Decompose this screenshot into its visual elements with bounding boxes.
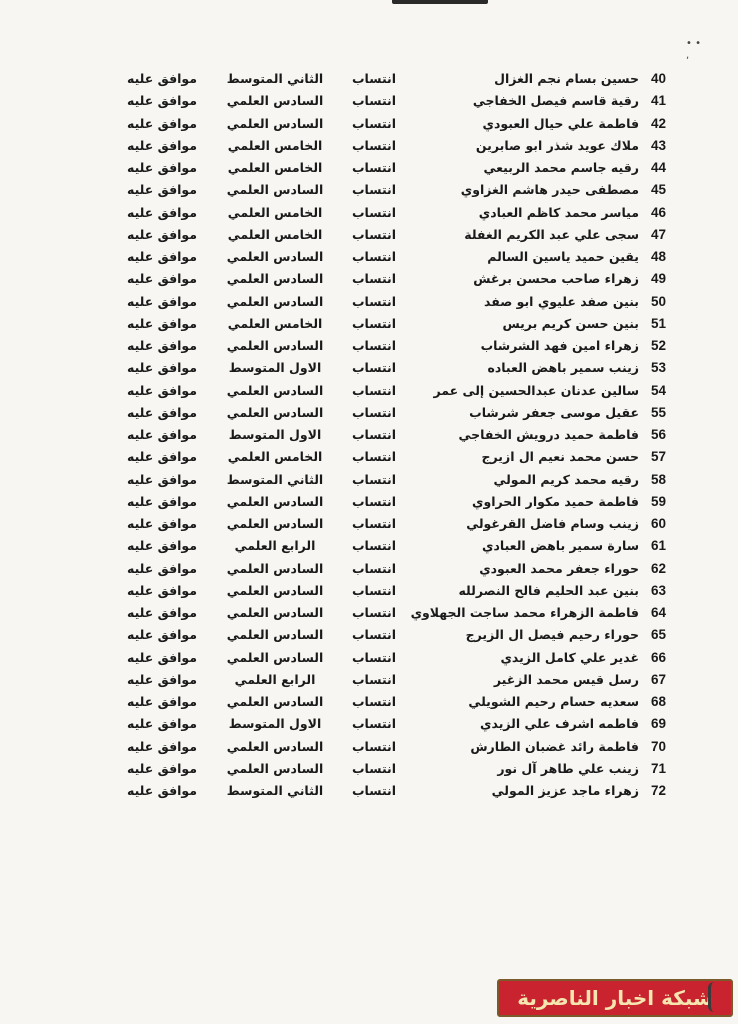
- enrollment-type: انتساب: [351, 760, 397, 776]
- approval-status: موافق عليه: [127, 93, 197, 109]
- grade-level: السادس العلمي: [226, 271, 324, 287]
- row-number: 55: [651, 404, 667, 420]
- table-row: [110, 470, 680, 492]
- enrollment-type: انتساب: [351, 93, 397, 109]
- grade-level: السادس العلمي: [226, 404, 324, 420]
- student-name: سعديه حسام رحيم الشويلي: [468, 694, 639, 709]
- table-row: [110, 737, 680, 759]
- student-name: رقيه جاسم محمد الربيعي: [483, 160, 639, 175]
- approval-status: موافق عليه: [127, 560, 197, 576]
- grade-level: الرابع العلمي: [234, 538, 316, 554]
- enrollment-type: انتساب: [351, 271, 397, 287]
- approval-status: موافق عليه: [127, 293, 197, 309]
- grade-level: الثاني المتوسط: [226, 783, 324, 798]
- enrollment-type: انتساب: [351, 649, 397, 665]
- enrollment-type: انتساب: [351, 71, 397, 86]
- grade-level: السادس العلمي: [226, 649, 324, 665]
- approval-status: موافق عليه: [127, 694, 197, 709]
- enrollment-type: انتساب: [351, 315, 397, 331]
- row-number: 47: [651, 226, 667, 242]
- row-number: 43: [651, 137, 667, 153]
- enrollment-type: انتساب: [351, 226, 397, 242]
- row-number: 71: [651, 760, 667, 776]
- approval-status: موافق عليه: [127, 160, 197, 175]
- table-row: [110, 136, 680, 158]
- student-name: بنين صفد عليوي ابو صفد: [484, 293, 639, 309]
- grade-level: السادس العلمي: [226, 694, 324, 709]
- enrollment-type: انتساب: [351, 427, 397, 442]
- approval-status: موافق عليه: [127, 137, 197, 153]
- grade-level: السادس العلمي: [226, 182, 324, 198]
- grade-level: الخامس العلمي: [227, 160, 323, 175]
- grade-level: السادس العلمي: [226, 249, 324, 264]
- student-name: فاطمة حميد مكوار الحراوي: [472, 493, 639, 509]
- approved-students-table: [110, 69, 680, 803]
- student-name: بنين عبد الحليم فالح النصرلله: [458, 582, 639, 598]
- enrollment-type: انتساب: [351, 360, 397, 376]
- grade-level: الاول المتوسط: [228, 360, 322, 376]
- table-row: [110, 781, 680, 803]
- enrollment-type: انتساب: [351, 382, 397, 398]
- approval-status: موافق عليه: [127, 760, 197, 776]
- student-name: سالين عدنان عبدالحسين إلى عمر: [433, 382, 639, 398]
- row-number: 57: [651, 449, 667, 465]
- row-number: 53: [651, 360, 667, 376]
- row-number: 61: [651, 538, 667, 554]
- table-row: [110, 358, 680, 380]
- row-number: 72: [651, 783, 667, 798]
- approval-status: موافق عليه: [127, 783, 197, 798]
- student-name: حسن محمد نعيم ال ازيرج: [481, 449, 639, 465]
- row-number: 67: [651, 671, 667, 687]
- row-number: 65: [651, 627, 667, 643]
- approval-status: موافق عليه: [127, 182, 197, 198]
- student-name: زهراء امين فهد الشرشاب: [480, 338, 639, 353]
- table-row: [110, 336, 680, 358]
- approval-status: موافق عليه: [127, 360, 197, 376]
- table-row: [110, 225, 680, 247]
- grade-level: الثاني المتوسط: [226, 71, 324, 86]
- table-row: [110, 536, 680, 558]
- table-row: [110, 69, 680, 91]
- table-row: [110, 625, 680, 647]
- student-name: سارة سمير باهض العبادي: [482, 538, 639, 554]
- approval-status: موافق عليه: [127, 315, 197, 331]
- row-number: 50: [651, 293, 667, 309]
- grade-level: الخامس العلمي: [227, 315, 323, 331]
- row-number: 46: [651, 204, 667, 220]
- grade-level: السادس العلمي: [226, 605, 324, 620]
- table-row: [110, 447, 680, 469]
- table-row: [110, 292, 680, 314]
- row-number: 51: [651, 315, 667, 331]
- enrollment-type: انتساب: [351, 627, 397, 643]
- approval-status: موافق عليه: [127, 115, 197, 131]
- row-number: 54: [651, 382, 667, 398]
- enrollment-type: انتساب: [351, 449, 397, 465]
- approval-status: موافق عليه: [127, 404, 197, 420]
- approval-status: موافق عليه: [127, 471, 197, 487]
- row-number: 63: [651, 582, 667, 598]
- approval-status: موافق عليه: [127, 582, 197, 598]
- student-name: سجى علي عبد الكريم الغفلة: [464, 226, 639, 242]
- table-row: [110, 581, 680, 603]
- student-name: حوراء رحيم فيصل ال الزيرج: [465, 627, 639, 643]
- student-name: فاطمة رائد غضبان الطارش: [470, 738, 639, 754]
- grade-level: الخامس العلمي: [227, 204, 323, 220]
- watermark-emblem-icon: [708, 982, 723, 1012]
- student-name: رسل قيس محمد الزغير: [493, 671, 639, 687]
- approval-status: موافق عليه: [127, 382, 197, 398]
- enrollment-type: انتساب: [351, 694, 397, 709]
- table-row: [110, 514, 680, 536]
- grade-level: الخامس العلمي: [227, 449, 323, 465]
- row-number: 49: [651, 271, 667, 287]
- row-number: 64: [651, 605, 667, 620]
- approval-status: موافق عليه: [127, 271, 197, 287]
- grade-level: السادس العلمي: [226, 338, 324, 353]
- approval-status: موافق عليه: [127, 649, 197, 665]
- grade-level: السادس العلمي: [226, 293, 324, 309]
- row-number: 62: [651, 560, 667, 576]
- row-number: 69: [651, 716, 667, 732]
- enrollment-type: انتساب: [351, 605, 397, 620]
- corner-marks: • • ,: [686, 38, 701, 61]
- enrollment-type: انتساب: [351, 115, 397, 131]
- student-name: عقيل موسى جعفر شرشاب: [469, 404, 639, 420]
- approval-status: موافق عليه: [127, 605, 197, 620]
- approval-status: موافق عليه: [127, 493, 197, 509]
- student-name: زهراء صاحب محسن برغش: [473, 271, 639, 287]
- approval-status: موافق عليه: [127, 449, 197, 465]
- table-row: [110, 314, 680, 336]
- row-number: 45: [651, 182, 667, 198]
- row-number: 60: [651, 516, 667, 531]
- page-top-mark: [392, 0, 488, 4]
- grade-level: السادس العلمي: [226, 760, 324, 776]
- grade-level: السادس العلمي: [226, 115, 324, 131]
- student-name: زينب سمير باهض العباده: [487, 360, 639, 376]
- student-name: فاطمه اشرف علي الزيدي: [480, 716, 639, 732]
- table-row: [110, 670, 680, 692]
- enrollment-type: انتساب: [351, 783, 397, 798]
- student-name: زينب علي طاهر آل نور: [497, 760, 639, 776]
- approval-status: موافق عليه: [127, 738, 197, 754]
- student-name: رقيه محمد كريم المولي: [493, 471, 639, 487]
- table-row: [110, 269, 680, 291]
- enrollment-type: انتساب: [351, 516, 397, 531]
- approval-status: موافق عليه: [127, 627, 197, 643]
- row-number: 59: [651, 493, 667, 509]
- student-name: رقية قاسم فيصل الخفاجي: [472, 93, 639, 109]
- student-name: ملاك عويد شذر ابو صابرين: [475, 137, 639, 153]
- watermark-text: شبكة اخبار الناصرية: [517, 986, 713, 1010]
- grade-level: الخامس العلمي: [227, 137, 323, 153]
- grade-level: السادس العلمي: [226, 93, 324, 109]
- row-number: 41: [651, 93, 667, 109]
- approval-status: موافق عليه: [127, 338, 197, 353]
- grade-level: السادس العلمي: [226, 627, 324, 643]
- table-row: [110, 759, 680, 781]
- student-name: بنين حسن كريم بريس: [502, 315, 639, 331]
- enrollment-type: انتساب: [351, 738, 397, 754]
- enrollment-type: انتساب: [351, 560, 397, 576]
- enrollment-type: انتساب: [351, 582, 397, 598]
- table-row: [110, 180, 680, 202]
- enrollment-type: انتساب: [351, 293, 397, 309]
- grade-level: الخامس العلمي: [227, 226, 323, 242]
- row-number: 42: [651, 115, 667, 131]
- table-row: [110, 381, 680, 403]
- grade-level: السادس العلمي: [226, 382, 324, 398]
- approval-status: موافق عليه: [127, 671, 197, 687]
- enrollment-type: انتساب: [351, 137, 397, 153]
- approval-status: موافق عليه: [127, 249, 197, 264]
- enrollment-type: انتساب: [351, 249, 397, 264]
- table-row: [110, 692, 680, 714]
- approval-status: موافق عليه: [127, 427, 197, 442]
- row-number: 52: [651, 338, 667, 353]
- student-name: فاطمة علي حيال العبودي: [482, 115, 639, 131]
- enrollment-type: انتساب: [351, 716, 397, 732]
- row-number: 40: [651, 71, 667, 86]
- table-row: [110, 158, 680, 180]
- row-number: 66: [651, 649, 667, 665]
- approval-status: موافق عليه: [127, 204, 197, 220]
- student-name: زينب وسام فاضل القرغولي: [466, 516, 639, 531]
- table-row: [110, 492, 680, 514]
- row-number: 68: [651, 694, 667, 709]
- enrollment-type: انتساب: [351, 404, 397, 420]
- table-row: [110, 714, 680, 736]
- table-row: [110, 425, 680, 447]
- approval-status: موافق عليه: [127, 226, 197, 242]
- row-number: 56: [651, 427, 667, 442]
- watermark-logo: [497, 979, 733, 1017]
- grade-level: السادس العلمي: [226, 582, 324, 598]
- student-name: مياسر محمد كاظم العبادي: [478, 204, 639, 220]
- table-row: [110, 203, 680, 225]
- approval-status: موافق عليه: [127, 71, 197, 86]
- student-name: حسين بسام نجم الغزال: [494, 71, 639, 86]
- grade-level: الثاني المتوسط: [226, 471, 324, 487]
- table-row: [110, 559, 680, 581]
- approval-status: موافق عليه: [127, 538, 197, 554]
- grade-level: الاول المتوسط: [228, 716, 322, 732]
- grade-level: الرابع العلمي: [234, 671, 316, 687]
- grade-level: الاول المتوسط: [228, 427, 322, 442]
- grade-level: السادس العلمي: [226, 493, 324, 509]
- student-name: فاطمة الزهراء محمد ساجت الجهلاوي: [410, 605, 639, 620]
- table-row: [110, 247, 680, 269]
- grade-level: السادس العلمي: [226, 516, 324, 531]
- table-row: [110, 603, 680, 625]
- student-name: حوراء جعفر محمد العبودي: [479, 560, 639, 576]
- table-row: [110, 114, 680, 136]
- grade-level: السادس العلمي: [226, 560, 324, 576]
- approval-status: موافق عليه: [127, 516, 197, 531]
- enrollment-type: انتساب: [351, 338, 397, 353]
- student-name: غدير علي كامل الزيدي: [500, 649, 639, 665]
- enrollment-type: انتساب: [351, 671, 397, 687]
- row-number: 44: [651, 160, 667, 175]
- student-name: زهراء ماجد عزيز المولي: [491, 783, 639, 798]
- row-number: 48: [651, 249, 667, 264]
- enrollment-type: انتساب: [351, 493, 397, 509]
- enrollment-type: انتساب: [351, 160, 397, 175]
- enrollment-type: انتساب: [351, 204, 397, 220]
- grade-level: السادس العلمي: [226, 738, 324, 754]
- student-name: فاطمة حميد درويش الخفاجي: [458, 427, 639, 442]
- table-row: [110, 403, 680, 425]
- enrollment-type: انتساب: [351, 538, 397, 554]
- row-number: 58: [651, 471, 667, 487]
- student-name: مصطفى حيدر هاشم الغزاوي: [460, 182, 639, 198]
- approval-status: موافق عليه: [127, 716, 197, 732]
- enrollment-type: انتساب: [351, 182, 397, 198]
- enrollment-type: انتساب: [351, 471, 397, 487]
- table-row: [110, 91, 680, 113]
- student-name: يقين حميد ياسين السالم: [487, 249, 639, 264]
- row-number: 70: [651, 738, 667, 754]
- table-row: [110, 648, 680, 670]
